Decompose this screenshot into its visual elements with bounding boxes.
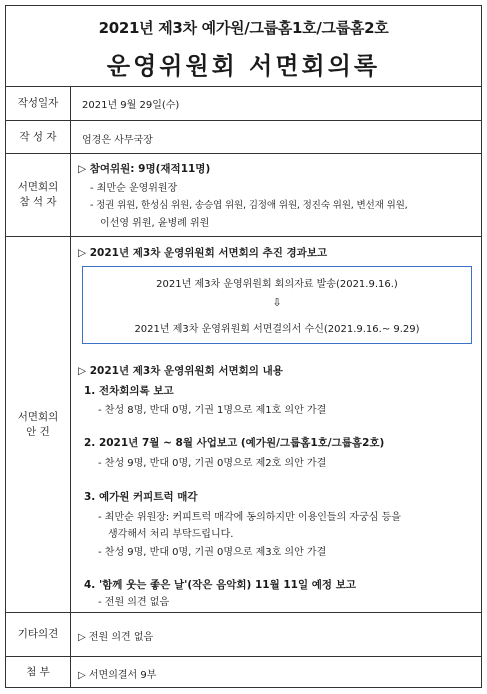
row-attachment (6, 657, 481, 687)
down-arrow-icon: ⇩ (272, 296, 282, 309)
document-subtitle: 2021년 제3차 예가원/그룹홈1호/그룹홈2호 (98, 19, 389, 37)
row-other-opinions (6, 613, 481, 657)
item1-title: 1. 전차회의록 보고 (84, 385, 174, 397)
row-date (6, 86, 481, 121)
value-date: 2021년 9월 29일(수) (82, 100, 180, 111)
item1-result: - 찬성 8명, 반대 0명, 기권 1명으로 제1호 의안 가결 (98, 405, 327, 416)
item3-title: 3. 예가원 커피트럭 매각 (84, 491, 198, 503)
flow-step-2: 2021년 제3차 운영위원회 서면결의서 수신(2021.9.16.~ 9.29) (134, 324, 420, 335)
row-writer (6, 121, 481, 154)
progress-header: ▷ 2021년 제3차 운영위원회 서면회의 추진 경과보고 (78, 247, 328, 259)
label-date: 작성일자 (6, 86, 71, 120)
minutes-table (5, 5, 482, 688)
value-other-opinions: ▷ 전원 의견 없음 (78, 632, 154, 643)
attendees-header: ▷ 참여위원: 9명(재적11명) (78, 163, 211, 175)
item4-result: - 전원 의견 없음 (98, 597, 170, 608)
label-other-opinions: 기타의견 (6, 613, 71, 656)
row-agenda (6, 237, 481, 613)
item4-title: 4. '함께 웃는 좋은 날'(작은 음악회) 11월 11일 예정 보고 (84, 579, 357, 591)
label-writer: 작 성 자 (6, 121, 71, 153)
attendees-chair: - 최만순 운영위원장 (90, 183, 178, 194)
flow-step-1: 2021년 제3차 운영위원회 회의자료 발송(2021.9.16.) (156, 279, 398, 290)
progress-flow-box (82, 266, 472, 344)
attendees-members-line2: 이선영 위원, 윤병례 위원 (100, 218, 210, 229)
label-attachment: 첨 부 (6, 657, 71, 687)
item2-result: - 찬성 9명, 반대 0명, 기권 0명으로 제2호 의안 가결 (98, 458, 327, 469)
value-writer: 엄경은 사무국장 (82, 135, 153, 146)
content-header: ▷ 2021년 제3차 운영위원회 서면회의 내용 (78, 365, 283, 377)
item3-note-line1: - 최만순 위원장: 커피트럭 매각에 동의하지만 이용인들의 자궁심 등을 (98, 512, 401, 523)
item3-result: - 찬성 9명, 반대 0명, 기권 0명으로 제3호 의안 가결 (98, 547, 327, 558)
item3-note-line2: 생각해서 처리 부탁드립니다. (108, 529, 234, 540)
attendees-members-line1: - 정권 위원, 한성심 위원, 송승엽 위원, 김정애 위원, 정진숙 위원, 변선재 위원, (90, 200, 408, 211)
item2-title: 2. 2021년 7월 ~ 8월 사업보고 (예가원/그룹홈1호/그룹홈2호) (84, 437, 385, 449)
value-attachment: ▷ 서면의결서 9부 (78, 670, 157, 681)
label-agenda: 서면회의 안 건 (6, 237, 71, 612)
label-attendees: 서면회의 참 석 자 (6, 154, 71, 236)
title-block (6, 6, 481, 87)
document-title: 운영위원회 서면회의록 (106, 52, 381, 80)
row-attendees (6, 154, 481, 237)
